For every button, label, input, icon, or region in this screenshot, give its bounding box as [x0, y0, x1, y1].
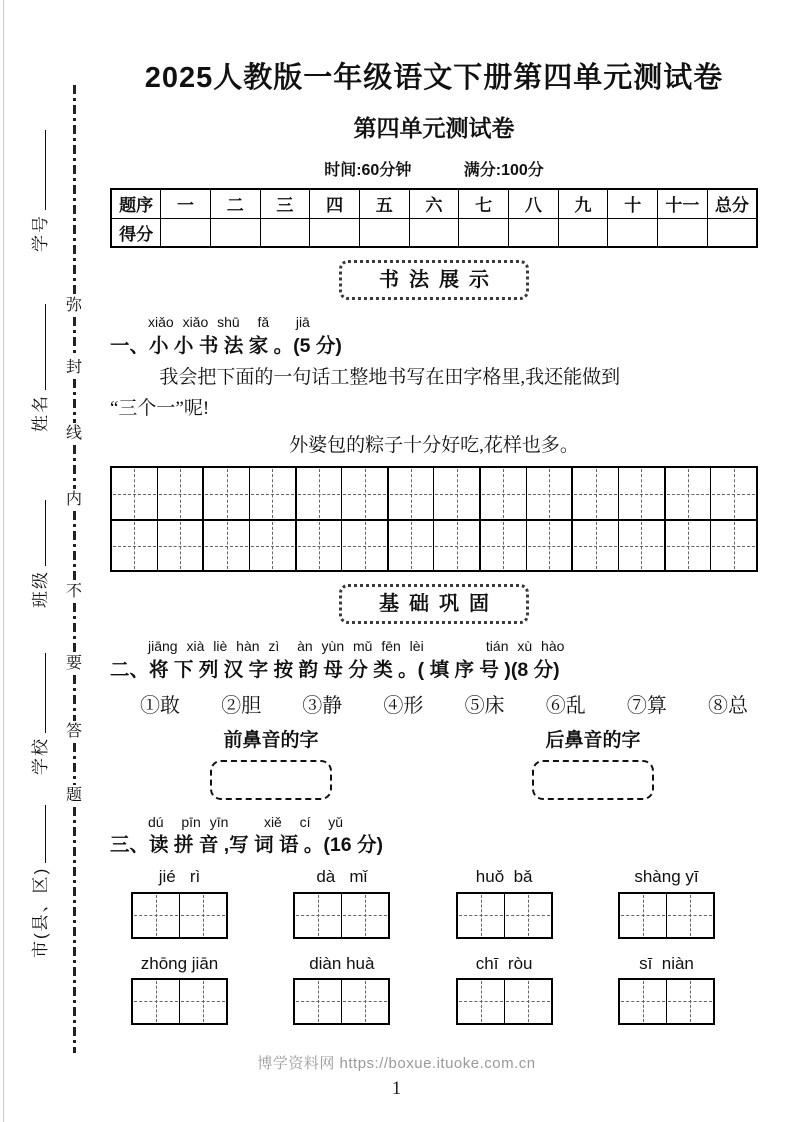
seal-line-segment [73, 807, 76, 1053]
q3-word-pinyin: diàn huà [309, 953, 375, 973]
q3-word-pinyin: zhōng jiān [140, 953, 219, 973]
answer-box-back-nasal [532, 760, 654, 800]
q3-word-row [131, 953, 715, 1025]
q2-options [140, 693, 748, 719]
writing-grid-cell [666, 468, 712, 519]
q3-word-pinyin: chī ròu [475, 953, 533, 973]
score-table-header-cell: 三 [260, 189, 310, 218]
seal-char: 弥 [65, 297, 82, 314]
score-table-header-cell: 二 [210, 189, 260, 218]
seal-line-segment [73, 675, 76, 721]
writing-grid-cell [434, 468, 481, 519]
q2-option: ②胆 [221, 694, 262, 717]
banner-calligraphy: 书法展示 [339, 260, 529, 300]
seal-char: 线 [65, 425, 82, 442]
q2-pinyin: jiāng xià liè hàn zì àn yùn mǔ fēn lèi tián xù hào [148, 638, 565, 655]
score-cell-empty [310, 218, 360, 247]
writing-grid-cell [342, 521, 389, 570]
writing-grid-cell [434, 521, 481, 570]
seal-line-segment [73, 317, 76, 357]
writing-grid-cell [620, 980, 667, 1023]
page-number: 1 [391, 1078, 402, 1099]
nasal-group-label: 后鼻音的字 [545, 729, 641, 751]
sidebar-field-label: 姓名 [31, 394, 50, 432]
answer-box-front-nasal [210, 760, 332, 800]
q3-word [456, 953, 553, 1025]
score-table-header-cell: 题序 [111, 189, 161, 218]
score-cell-empty [161, 218, 211, 247]
exam-meta [110, 160, 758, 182]
seal-line-segment [73, 511, 76, 581]
writing-grid-cell [342, 894, 388, 937]
writing-grid-cell [505, 980, 551, 1023]
writing-grid-cell [158, 521, 205, 570]
writing-grid-cell [505, 894, 551, 937]
seal-line-segment [73, 743, 76, 785]
sidebar-field-city [26, 805, 51, 958]
writing-grid-cell [297, 468, 343, 519]
q1-practice-sentence: 外婆包的粽子十分好吃,花样也多。 [289, 435, 579, 457]
writing-grid-cell [527, 468, 574, 519]
score-cell-empty [459, 218, 509, 247]
seal-char: 封 [65, 359, 82, 376]
q3-word-pinyin: sī niàn [639, 953, 694, 973]
seal-char: 不 [65, 583, 82, 600]
writing-grid-cell [620, 894, 667, 937]
writing-grid-cell [250, 468, 297, 519]
q3-word-rows [110, 866, 758, 1024]
writing-grid-cell [527, 521, 574, 570]
writing-grid-cell [112, 468, 158, 519]
q3-word-box [456, 978, 553, 1025]
nasal-group-label: 前鼻音的字 [223, 729, 319, 751]
sidebar-field-blank-line [34, 304, 46, 390]
writing-grid-cell [481, 468, 527, 519]
seal-line-segment [73, 85, 76, 295]
page-title: 2025人教版一年级语文下册第四单元测试卷 [144, 62, 724, 94]
writing-grid-cell [133, 980, 180, 1023]
score-table-header-cell: 六 [409, 189, 459, 218]
q2-option: ⑤床 [464, 694, 505, 717]
q2-option: ④形 [383, 694, 424, 717]
q3-word-box [131, 978, 228, 1025]
seal-char: 要 [65, 655, 82, 672]
score-table-header-cell: 一 [161, 189, 211, 218]
banner-foundation: 基础巩固 [339, 584, 529, 624]
score-cell-empty [509, 218, 559, 247]
sidebar-field-name [26, 304, 51, 432]
q2-option: ⑦算 [626, 694, 667, 717]
q2-option: ⑧总 [707, 694, 748, 717]
score-cell-empty [409, 218, 459, 247]
writing-grid-cell [342, 468, 389, 519]
seal-char: 题 [65, 787, 82, 804]
exam-score-label: 满分:100分 [463, 161, 544, 179]
sidebar-field-class [26, 500, 51, 608]
writing-grid-cell [573, 521, 619, 570]
q2-option: ⑥乱 [545, 694, 586, 717]
writing-grid-cell [666, 521, 712, 570]
q3-word [456, 866, 553, 938]
score-table-header-cell: 总分 [707, 189, 757, 218]
score-table-header-cell: 七 [459, 189, 509, 218]
writing-grid-cell [619, 521, 666, 570]
score-table-score-row [111, 218, 757, 247]
page-left-edge [3, 0, 4, 1122]
seal-char: 答 [65, 723, 82, 740]
writing-grid-cell [667, 894, 713, 937]
writing-grid-cell [711, 468, 756, 519]
q3-word-pinyin: huǒ bǎ [475, 867, 533, 887]
writing-grid-cell [389, 521, 435, 570]
seal-char: 内 [65, 491, 82, 508]
writing-grid-cell [204, 521, 250, 570]
q2-option: ①敢 [140, 694, 180, 717]
q3-word-row [131, 866, 715, 938]
score-cell-empty [210, 218, 260, 247]
score-cell-empty [359, 218, 409, 247]
q3-word [618, 866, 715, 938]
q3-pinyin: dú pīn yīn xiě cí yǔ [148, 813, 344, 830]
page-subtitle: 第四单元测试卷 [353, 114, 515, 141]
score-cell-empty [608, 218, 658, 247]
q3-word [293, 953, 390, 1025]
q1-pinyin: xiǎo xiǎo shū fǎ jiā [148, 314, 310, 331]
score-table-header-cell: 十一 [658, 189, 708, 218]
writing-grid-cell [297, 521, 343, 570]
q3-word [618, 953, 715, 1025]
q3-word-pinyin: dà mǐ [316, 867, 368, 887]
score-table [110, 188, 758, 248]
writing-grid-cell [711, 521, 756, 570]
q3-word [131, 953, 228, 1025]
q2-option: ③静 [302, 694, 343, 717]
writing-grid-row [112, 468, 756, 519]
score-table-header-cell: 四 [310, 189, 360, 218]
score-table-header-cell: 九 [558, 189, 608, 218]
writing-grid-row [112, 519, 756, 570]
q1-heading: 一、小 小 书 法 家 。(5 分) [110, 334, 342, 357]
writing-grid-cell [250, 521, 297, 570]
back-nasal-group [532, 729, 654, 800]
writing-grid-cell [389, 468, 435, 519]
writing-grid-cell [667, 980, 713, 1023]
score-cell-empty [707, 218, 757, 247]
q3-word-box [618, 978, 715, 1025]
sidebar-field-blank-line [34, 805, 46, 863]
score-table-header-cell: 五 [359, 189, 409, 218]
seal-line-segment [73, 445, 76, 489]
q3-heading: 三、读 拼 音 ,写 词 语 。(16 分) [110, 834, 384, 857]
score-table-header-cell: 十 [608, 189, 658, 218]
writing-grid-cell [619, 468, 666, 519]
writing-grid-cell [342, 980, 388, 1023]
writing-grid-cell [180, 980, 226, 1023]
writing-grid-cell [295, 980, 342, 1023]
sidebar-field-label: 学校 [31, 737, 50, 775]
sidebar-field-school [26, 653, 51, 775]
score-cell-empty [658, 218, 708, 247]
q1-instruction-line2: “三个一”呢! [110, 397, 210, 419]
writing-grid-cell [180, 894, 226, 937]
sidebar-field-label: 班级 [31, 570, 50, 608]
q3-word [131, 866, 228, 938]
q1-instruction-line1: 我会把下面的一句话工整地书写在田字格里,我还能做到 [159, 366, 621, 388]
writing-grid-cell [204, 468, 250, 519]
score-table-header-cell: 八 [509, 189, 559, 218]
q3-word [293, 866, 390, 938]
score-cell-empty [558, 218, 608, 247]
q2-heading: 二、将 下 列 汉 字 按 韵 母 分 类 。( 填 序 号 )(8 分) [110, 658, 560, 681]
writing-grid-cell [481, 521, 527, 570]
footer-site-link: 博学资料网 https://boxue.ituoke.com.cn [257, 1055, 536, 1072]
q2-answer-groups [110, 729, 758, 800]
seal-line-segment [73, 379, 76, 423]
test-paper-content [110, 52, 758, 1025]
sidebar-field-blank-line [34, 500, 46, 566]
writing-grid [110, 466, 758, 572]
q3-word-pinyin: shàng yī [634, 867, 699, 887]
exam-time-label: 时间:60分钟 [324, 161, 412, 179]
writing-grid-cell [295, 894, 342, 937]
q3-word-box [618, 892, 715, 939]
score-cell-empty [260, 218, 310, 247]
sidebar-field-blank-line [34, 653, 46, 733]
q3-word-pinyin: jié rì [158, 867, 201, 887]
writing-grid-cell [133, 894, 180, 937]
q3-word-box [293, 892, 390, 939]
front-nasal-group [210, 729, 332, 800]
writing-grid-cell [158, 468, 205, 519]
sidebar-field-blank-line [34, 130, 46, 210]
seal-line-segment [73, 603, 76, 653]
score-table-header-row [111, 189, 757, 218]
q3-word-box [456, 892, 553, 939]
q3-word-box [293, 978, 390, 1025]
seal-line [64, 85, 84, 1053]
writing-grid-cell [458, 980, 505, 1023]
q3-word-box [131, 892, 228, 939]
sidebar-field-student-id [26, 130, 51, 252]
score-row-label: 得分 [111, 218, 161, 247]
writing-grid-cell [112, 521, 158, 570]
sidebar-field-label: 学号 [31, 214, 50, 252]
writing-grid-cell [573, 468, 619, 519]
writing-grid-cell [458, 894, 505, 937]
sidebar-field-label: 市(县、区) [31, 866, 50, 958]
